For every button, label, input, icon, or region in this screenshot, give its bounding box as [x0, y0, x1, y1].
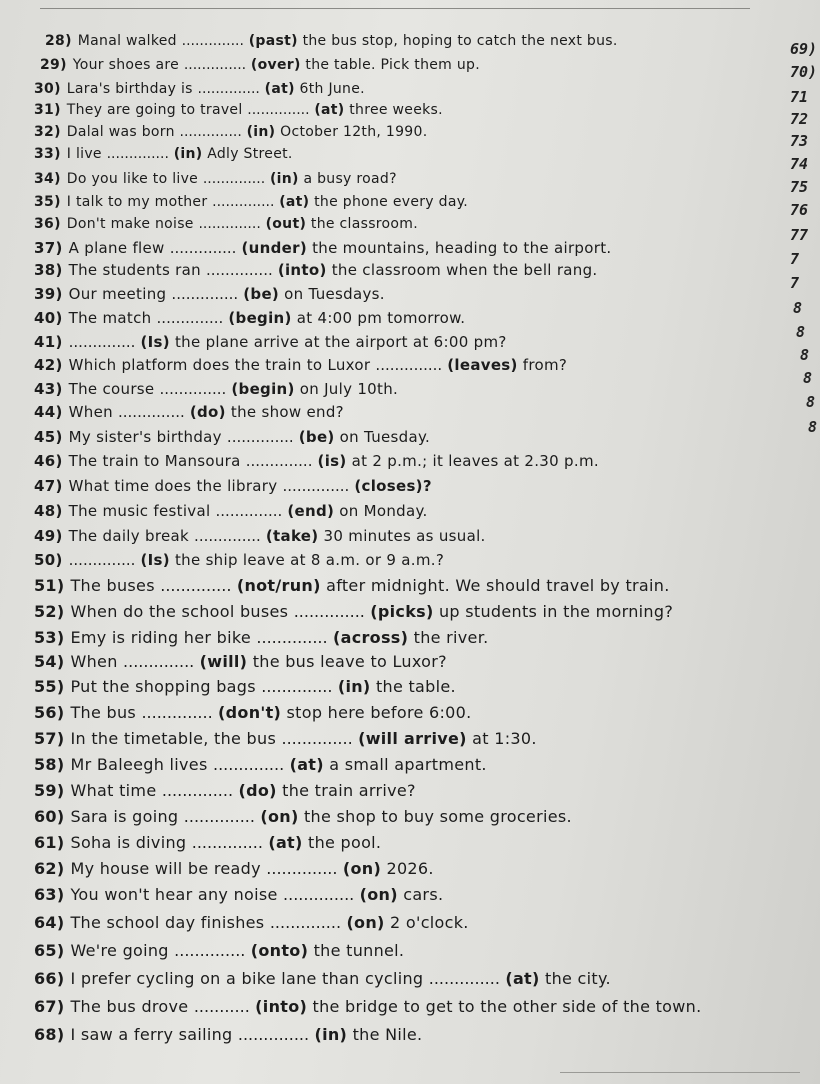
- question-text-before: In the timetable, the bus: [70, 729, 277, 748]
- question-number: 35): [34, 194, 61, 210]
- question-hint: (is): [317, 452, 347, 470]
- question-number: 62): [34, 859, 65, 878]
- question-31: [34, 102, 443, 118]
- question-hint: (onto): [250, 941, 309, 960]
- question-hint: (on): [260, 807, 299, 826]
- question-text-after: stop here before 6:00.: [286, 703, 472, 722]
- question-text-after: the mountains, heading to the airport.: [312, 239, 612, 257]
- question-number: 53): [34, 628, 65, 647]
- question-number: 47): [34, 477, 63, 495]
- question-text-after: cars.: [403, 885, 444, 904]
- question-hint: (into): [277, 261, 327, 279]
- question-text-before: My house will be ready: [70, 859, 261, 878]
- answer-blank[interactable]: ..............: [194, 527, 261, 545]
- question-number: 37): [34, 239, 63, 257]
- question-number: 63): [34, 885, 65, 904]
- question-55: [34, 677, 456, 696]
- question-hint: (take): [265, 527, 319, 545]
- answer-blank[interactable]: ..............: [202, 171, 266, 187]
- answer-blank[interactable]: ..............: [183, 807, 255, 826]
- answer-blank[interactable]: ..............: [171, 285, 239, 303]
- question-48: [34, 502, 428, 520]
- question-text-before: The bus drove: [70, 997, 189, 1016]
- question-number: 40): [34, 309, 63, 327]
- answer-blank[interactable]: ..............: [174, 941, 246, 960]
- question-hint: (begin): [228, 309, 292, 327]
- question-text-after: the ship leave at 8 a.m. or 9 a.m.?: [174, 551, 445, 569]
- answer-blank[interactable]: ..............: [160, 576, 232, 595]
- question-number: 34): [34, 171, 61, 187]
- question-50: [34, 551, 444, 569]
- question-hint: (not/run): [236, 576, 321, 595]
- question-hint: (do): [238, 781, 277, 800]
- question-number: 28): [45, 33, 72, 49]
- answer-blank[interactable]: ..............: [141, 703, 213, 722]
- side-number: 7: [790, 274, 800, 292]
- question-hint: (will): [199, 652, 248, 671]
- question-hint: (picks): [370, 602, 434, 621]
- bottom-rule: [560, 1072, 800, 1073]
- side-number: 75: [790, 178, 809, 196]
- question-text-after: the Nile.: [352, 1025, 423, 1044]
- question-57: [34, 729, 537, 748]
- top-rule: [40, 8, 750, 9]
- question-text-before: The train to Mansoura: [68, 452, 241, 470]
- question-hint: (out): [265, 216, 307, 232]
- question-text-before: My sister's birthday: [68, 428, 222, 446]
- question-text-after: the classroom.: [310, 216, 418, 232]
- question-hint: (under): [241, 239, 308, 257]
- question-text-before: They are going to travel: [66, 102, 243, 118]
- answer-blank[interactable]: ..............: [212, 755, 285, 774]
- question-text-after: at 4:00 pm tomorrow.: [296, 309, 466, 327]
- answer-blank[interactable]: ..............: [123, 652, 195, 671]
- answer-blank[interactable]: ..............: [261, 677, 333, 696]
- question-35: [34, 194, 468, 210]
- question-28: [45, 33, 618, 49]
- answer-blank[interactable]: ..............: [282, 477, 350, 495]
- question-text-after: at 1:30.: [472, 729, 537, 748]
- question-text-before: I prefer cycling on a bike lane than cycling: [70, 969, 424, 988]
- question-number: 68): [34, 1025, 65, 1044]
- question-number: 57): [34, 729, 65, 748]
- question-text-before: When: [68, 403, 113, 421]
- question-text-after: the table.: [375, 677, 456, 696]
- question-67: [34, 997, 702, 1016]
- question-hint: (end): [287, 502, 335, 520]
- question-hint: (do): [189, 403, 226, 421]
- answer-blank[interactable]: ..............: [293, 602, 365, 621]
- question-text-after: on Tuesday.: [339, 428, 431, 446]
- question-text-before: Put the shopping bags: [70, 677, 256, 696]
- question-text-after: up students in the morning?: [438, 602, 674, 621]
- question-hint: (Is): [140, 333, 170, 351]
- question-63: [34, 885, 443, 904]
- question-number: 61): [34, 833, 65, 852]
- question-53: [34, 628, 489, 647]
- question-number: 44): [34, 403, 63, 421]
- question-68: [34, 1025, 422, 1044]
- question-hint: (at): [505, 969, 540, 988]
- question-44: [34, 403, 344, 421]
- question-45: [34, 428, 430, 446]
- question-hint: (over): [250, 57, 301, 73]
- question-61: [34, 833, 381, 852]
- question-hint: (at): [279, 194, 310, 210]
- question-hint: (on): [359, 885, 398, 904]
- question-text-before: Emy is riding her bike: [70, 628, 251, 647]
- question-text-after: 6th June.: [299, 81, 365, 97]
- question-text-after: the bus leave to Luxor?: [252, 652, 447, 671]
- answer-blank[interactable]: ..............: [266, 859, 338, 878]
- question-text-after: the train arrive?: [282, 781, 416, 800]
- question-37: [34, 239, 611, 257]
- question-hint: (on): [342, 859, 382, 878]
- question-number: 67): [34, 997, 65, 1016]
- question-hint: (past): [248, 33, 298, 49]
- answer-blank[interactable]: ..............: [375, 356, 443, 374]
- question-text-before: Dalal was born: [66, 124, 175, 140]
- question-hint: (at): [289, 755, 324, 774]
- question-number: 43): [34, 380, 63, 398]
- question-hint: (closes)?: [354, 477, 432, 495]
- answer-blank[interactable]: ..............: [161, 781, 234, 800]
- question-hint: (don't): [218, 703, 282, 722]
- question-number: 36): [34, 216, 61, 232]
- question-64: [34, 913, 469, 932]
- question-text-after: the show end?: [230, 403, 344, 421]
- question-text-before: Your shoes are: [72, 57, 180, 73]
- question-66: [34, 969, 611, 988]
- question-number: 32): [34, 124, 61, 140]
- question-46: [34, 452, 599, 470]
- question-number: 33): [34, 146, 61, 162]
- question-49: [34, 527, 486, 545]
- question-text-before: We're going: [70, 941, 169, 960]
- question-text-before: You won't hear any noise: [70, 885, 278, 904]
- question-text-before: Manal walked: [77, 33, 177, 49]
- question-text-after: the city.: [545, 969, 611, 988]
- question-text-after: on Monday.: [339, 502, 428, 520]
- question-hint: (in): [337, 677, 371, 696]
- question-text-before: I talk to my mother: [66, 194, 208, 210]
- question-text-before: The students ran: [68, 261, 201, 279]
- side-number: 77: [790, 226, 809, 244]
- question-number: 38): [34, 261, 63, 279]
- side-number: 8: [793, 299, 803, 317]
- question-text-before: Mr Baleegh lives: [70, 755, 208, 774]
- answer-blank[interactable]: ..............: [191, 833, 263, 852]
- question-40: [34, 309, 465, 327]
- question-text-after: the river.: [413, 628, 489, 647]
- question-number: 60): [34, 807, 65, 826]
- question-56: [34, 703, 472, 722]
- question-text-before: The school day finishes: [70, 913, 265, 932]
- side-number: 76: [790, 201, 809, 219]
- side-number: 8: [796, 323, 806, 341]
- question-59: [34, 781, 416, 800]
- question-text-after: the shop to buy some groceries.: [303, 807, 572, 826]
- question-text-before: The bus: [70, 703, 137, 722]
- question-text-after: the table. Pick them up.: [305, 57, 480, 73]
- question-text-after: a busy road?: [303, 171, 397, 187]
- question-text-before: The match: [68, 309, 152, 327]
- question-number: 58): [34, 755, 65, 774]
- question-text-before: When do the school buses: [70, 602, 289, 621]
- question-32: [34, 124, 427, 140]
- answer-blank[interactable]: ..............: [198, 216, 261, 232]
- question-number: 64): [34, 913, 65, 932]
- answer-blank[interactable]: ..............: [68, 551, 136, 569]
- question-number: 56): [34, 703, 65, 722]
- answer-blank[interactable]: ..............: [183, 57, 247, 73]
- answer-blank[interactable]: ..............: [269, 913, 342, 932]
- question-number: 54): [34, 652, 65, 671]
- question-39: [34, 285, 385, 303]
- question-text-after: the bridge to get to the other side of the town.: [312, 997, 702, 1016]
- question-text-before: Soha is diving: [70, 833, 187, 852]
- question-hint: (into): [255, 997, 308, 1016]
- question-hint: (begin): [231, 380, 295, 398]
- answer-blank[interactable]: ..............: [181, 33, 244, 49]
- question-36: [34, 216, 418, 232]
- question-hint: (at): [314, 102, 345, 118]
- answer-blank[interactable]: ...........: [193, 997, 250, 1016]
- question-text-before: What time does the library: [68, 477, 278, 495]
- question-number: 49): [34, 527, 63, 545]
- question-hint: (be): [243, 285, 280, 303]
- answer-blank[interactable]: ..............: [197, 81, 260, 97]
- question-hint: (in): [314, 1025, 348, 1044]
- question-number: 42): [34, 356, 63, 374]
- question-hint: (on): [346, 913, 385, 932]
- answer-blank[interactable]: ..............: [283, 885, 355, 904]
- question-text-after: the tunnel.: [313, 941, 405, 960]
- side-number: 8: [806, 393, 816, 411]
- answer-blank[interactable]: ..............: [256, 628, 328, 647]
- question-65: [34, 941, 404, 960]
- question-text-after: after midnight. We should travel by train.: [326, 576, 670, 595]
- question-text-after: the bus stop, hoping to catch the next bus.: [302, 33, 618, 49]
- question-47: [34, 477, 432, 495]
- answer-blank[interactable]: ..............: [159, 380, 227, 398]
- answer-blank[interactable]: ..............: [118, 403, 185, 421]
- question-text-after: from?: [522, 356, 568, 374]
- answer-blank[interactable]: ..............: [212, 194, 275, 210]
- question-number: 30): [34, 81, 61, 97]
- question-text-after: at 2 p.m.; it leaves at 2.30 p.m.: [351, 452, 599, 470]
- question-text-after: on Tuesdays.: [284, 285, 385, 303]
- answer-blank[interactable]: ..............: [205, 261, 273, 279]
- answer-blank[interactable]: ..............: [179, 124, 242, 140]
- question-text-before: The music festival: [68, 502, 211, 520]
- question-52: [34, 602, 673, 621]
- question-58: [34, 755, 487, 774]
- question-number: 48): [34, 502, 63, 520]
- side-number: 72: [790, 110, 809, 128]
- question-number: 50): [34, 551, 63, 569]
- question-number: 65): [34, 941, 65, 960]
- question-43: [34, 380, 398, 398]
- question-number: 41): [34, 333, 63, 351]
- question-number: 55): [34, 677, 65, 696]
- side-number: 7: [790, 250, 800, 268]
- question-hint: (across): [332, 628, 409, 647]
- question-number: 39): [34, 285, 63, 303]
- question-text-after: the classroom when the bell rang.: [331, 261, 598, 279]
- question-62: [34, 859, 434, 878]
- question-54: [34, 652, 447, 671]
- question-text-before: Lara's birthday is: [66, 81, 193, 97]
- question-42: [34, 356, 567, 374]
- question-text-after: 2 o'clock.: [390, 913, 469, 932]
- side-number: 73: [790, 132, 809, 150]
- question-hint: (be): [298, 428, 335, 446]
- question-text-after: a small apartment.: [329, 755, 487, 774]
- question-34: [34, 171, 397, 187]
- answer-blank[interactable]: ..............: [245, 452, 313, 470]
- question-38: [34, 261, 597, 279]
- answer-blank[interactable]: ..............: [281, 729, 353, 748]
- question-text-after: Adly Street.: [207, 146, 293, 162]
- question-text-before: Which platform does the train to Luxor: [68, 356, 371, 374]
- question-text-after: the pool.: [308, 833, 382, 852]
- question-text-before: I live: [66, 146, 102, 162]
- question-text-after: on July 10th.: [299, 380, 399, 398]
- question-text-after: October 12th, 1990.: [280, 124, 428, 140]
- question-hint: (in): [173, 146, 203, 162]
- answer-blank[interactable]: ..............: [247, 102, 310, 118]
- question-number: 31): [34, 102, 61, 118]
- question-hint: (in): [269, 171, 299, 187]
- question-51: [34, 576, 670, 595]
- answer-blank[interactable]: ..............: [106, 146, 169, 162]
- question-number: 66): [34, 969, 65, 988]
- question-41: [34, 333, 507, 351]
- question-text-after: three weeks.: [349, 102, 443, 118]
- question-number: 46): [34, 452, 63, 470]
- question-number: 45): [34, 428, 63, 446]
- question-number: 59): [34, 781, 65, 800]
- question-30: [34, 81, 365, 97]
- question-hint: (in): [246, 124, 276, 140]
- question-hint: (at): [268, 833, 303, 852]
- question-number: 51): [34, 576, 65, 595]
- question-text-after: the phone every day.: [314, 194, 469, 210]
- question-29: [40, 57, 480, 73]
- question-text-after: 30 minutes as usual.: [323, 527, 486, 545]
- question-33: [34, 146, 293, 162]
- question-number: 52): [34, 602, 65, 621]
- answer-blank[interactable]: ..............: [68, 333, 136, 351]
- side-number: 71: [790, 88, 809, 106]
- question-hint: (leaves): [447, 356, 518, 374]
- answer-blank[interactable]: ..............: [428, 969, 500, 988]
- answer-blank[interactable]: ..............: [169, 239, 237, 257]
- side-number: 74: [790, 155, 809, 173]
- side-number: 69): [790, 40, 818, 58]
- question-text-before: Don't make noise: [66, 216, 194, 232]
- question-text-before: Do you like to live: [66, 171, 199, 187]
- question-hint: (will arrive): [358, 729, 467, 748]
- answer-blank[interactable]: ..............: [237, 1025, 310, 1044]
- answer-blank[interactable]: ..............: [215, 502, 283, 520]
- question-hint: (Is): [140, 551, 170, 569]
- question-text-before: Our meeting: [68, 285, 167, 303]
- question-text-before: The course: [68, 380, 155, 398]
- question-text-before: A plane flew: [68, 239, 165, 257]
- question-number: 29): [40, 57, 67, 73]
- question-text-before: When: [70, 652, 118, 671]
- question-text-before: I saw a ferry sailing: [70, 1025, 233, 1044]
- question-text-after: the plane arrive at the airport at 6:00 pm?: [174, 333, 507, 351]
- question-text-before: Sara is going: [70, 807, 179, 826]
- question-text-before: What time: [70, 781, 157, 800]
- side-number: 70): [790, 63, 818, 81]
- side-number: 8: [803, 369, 813, 387]
- question-hint: (at): [264, 81, 295, 97]
- answer-blank[interactable]: ..............: [226, 428, 294, 446]
- question-text-after: 2026.: [386, 859, 434, 878]
- side-number: 8: [800, 346, 810, 364]
- question-60: [34, 807, 572, 826]
- answer-blank[interactable]: ..............: [156, 309, 224, 327]
- question-text-before: The daily break: [68, 527, 189, 545]
- side-number: 8: [808, 418, 818, 436]
- question-text-before: The buses: [70, 576, 155, 595]
